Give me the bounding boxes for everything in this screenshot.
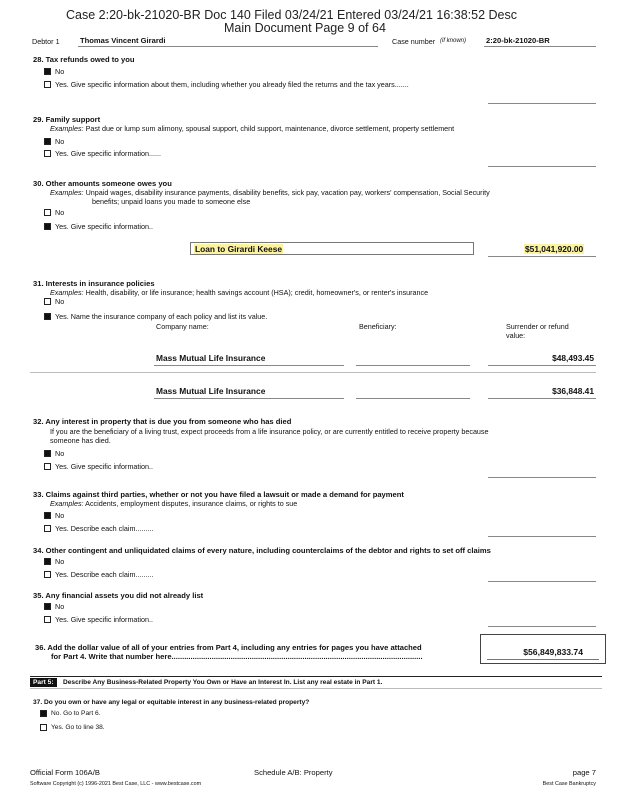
q33-no-label: No [55,511,65,520]
q30-yes-checkbox[interactable] [44,223,51,230]
q37-no-label: No. Go to Part 6. [51,710,101,717]
q33-examples-label: Examples: [50,499,84,508]
q30-examples-label: Examples: [50,188,84,197]
q34-value-line [488,581,596,582]
q28-title: 28. Tax refunds owed to you [33,55,135,64]
q30-examples [50,188,490,197]
q33-yes-checkbox[interactable] [44,525,51,532]
q30-no-label: No [55,208,65,217]
q30-value-line [488,256,596,257]
q31-policy-1-company: Mass Mutual Life Insurance [156,353,266,363]
debtor-name: Thomas Vincent Girardi [80,36,166,45]
q33-value-line [488,536,596,537]
q31-title: 31. Interests in insurance policies [33,279,155,288]
q32-no-label: No [55,449,65,458]
q35-title: 35. Any financial assets you did not already list [33,591,204,600]
q29-examples-text: Past due or lump sum alimony, spousal support, child support, maintenance, divorce settlement, property settlement [85,124,455,133]
part5-title: Describe Any Business-Related Property You Own or Have an Interest In. List any real estate in Part 1. [63,679,383,686]
q31-col-surrender: Surrender or refund [506,322,569,331]
q34-yes-label: Yes. Describe each claim......... [55,570,154,579]
q29-yes-checkbox[interactable] [44,150,51,157]
court-header-line1: Case 2:20-bk-21020-BR Doc 140 Filed 03/24/21 Entered 03/24/21 16:38:52 Desc [66,8,517,22]
q30-examples-line2: benefits; unpaid loans you made to someone else [92,197,251,206]
q37-no-checkbox[interactable] [40,710,47,717]
q31-col-surrender-2: value: [506,331,526,340]
q28-yes-checkbox[interactable] [44,81,51,88]
case-number-label: Case number [392,37,436,46]
q35-no-label: No [55,602,65,611]
q30-value: $51,041,920.00 [525,244,584,254]
q35-yes-checkbox[interactable] [44,616,51,623]
q31-policy-1-company-line [154,365,344,366]
q30-yes-label: Yes. Give specific information.. [55,222,154,231]
part5-bar [30,676,602,689]
footer-copyright: Software Copyright (c) 1996-2021 Best Case, LLC - www.bestcase.com [30,781,202,787]
q32-yes-label: Yes. Give specific information.. [55,462,154,471]
q32-desc-2: someone has died. [50,436,111,445]
q32-title: 32. Any interest in property that is due you from someone who has died [33,417,292,426]
q31-policy-1-value: $48,493.45 [552,353,594,363]
footer-schedule: Schedule A/B: Property [254,768,333,777]
q31-no-checkbox[interactable] [44,298,51,305]
court-header-line2: Main Document Page 9 of 64 [224,21,386,35]
q29-value-line [488,166,596,167]
footer-brand: Best Case Bankruptcy [542,781,596,787]
q28-no-checkbox[interactable] [44,68,51,75]
q29-no-label: No [55,137,65,146]
q34-no-checkbox[interactable] [44,558,51,565]
q35-yes-label: Yes. Give specific information.. [55,615,154,624]
q31-policy-1-value-line [488,365,596,366]
footer-form: Official Form 106A/B [30,768,100,777]
q32-yes-checkbox[interactable] [44,463,51,470]
q33-examples-text: Accidents, employment disputes, insurance claims, or rights to sue [85,499,298,508]
q33-title: 33. Claims against third parties, whether or not you have filed a lawsuit or made a demand for payment [33,490,404,499]
q36-total-line [487,659,599,660]
q31-yes-label: Yes. Name the insurance company of each policy and list its value. [55,312,268,321]
q31-examples [50,288,428,297]
q31-policy-2-company-line [154,398,344,399]
q31-policy-2-value-line [488,398,596,399]
q35-no-checkbox[interactable] [44,603,51,610]
q37-title: 37. Do you own or have any legal or equitable interest in any business-related property? [33,699,310,706]
footer-page: page 7 [572,768,596,777]
q33-no-checkbox[interactable] [44,512,51,519]
q36-text-2: for Part 4. Write that number here....................................................................................................................... [51,652,423,661]
q29-no-checkbox[interactable] [44,138,51,145]
q33-yes-label: Yes. Describe each claim......... [55,524,154,533]
q31-policy-2-value: $36,848.41 [552,386,594,396]
q31-policy-2-beneficiary-line [356,398,470,399]
q37-yes-checkbox[interactable] [40,724,47,731]
q28-value-line [488,103,596,104]
q31-col-company: Company name: [156,322,209,331]
q32-no-checkbox[interactable] [44,450,51,457]
q32-value-line [488,477,596,478]
q34-yes-checkbox[interactable] [44,571,51,578]
q29-yes-label: Yes. Give specific information...... [55,149,161,158]
q36-total: $56,849,833.74 [523,647,583,657]
q36-text: 36. Add the dollar value of all of your entries from Part 4, including any entries for pages you have attached [35,643,422,652]
q31-col-beneficiary: Beneficiary: [359,322,397,331]
q30-item: Loan to Girardi Keese [195,244,283,254]
case-number-hint: (if known) [440,38,467,44]
q29-examples [50,124,454,133]
q31-no-label: No [55,297,65,306]
q35-value-line [488,626,596,627]
q28-no-label: No [55,67,65,76]
case-number: 2:20-bk-21020-BR [486,36,550,45]
q31-examples-text: Health, disability, or life insurance; health savings account (HSA); credit, homeowner's, or renter's insurance [85,288,429,297]
q34-title: 34. Other contingent and unliquidated claims of every nature, including counterclaims of the debtor and rights to set off claims [33,546,491,555]
q36-total-box [480,634,606,664]
q30-no-checkbox[interactable] [44,209,51,216]
q31-policy-1-beneficiary-line [356,365,470,366]
q31-policy-2-company: Mass Mutual Life Insurance [156,386,266,396]
debtor-label: Debtor 1 [32,37,60,46]
q34-no-label: No [55,557,65,566]
q32-desc: If you are the beneficiary of a living trust, expect proceeds from a life insurance policy, or are currently entitled to receive property because [50,427,489,436]
q30-examples-text: Unpaid wages, disability insurance payments, disability benefits, sick pay, vacation pay, workers' compensation, Social Security [85,188,490,197]
q30-title: 30. Other amounts someone owes you [33,179,172,188]
q29-title: 29. Family support [33,115,101,124]
q29-examples-label: Examples: [50,124,84,133]
case-underline [484,46,596,47]
q37-yes-label: Yes. Go to line 38. [51,724,105,731]
q28-yes-label: Yes. Give specific information about them, including whether you already filed the returns and the tax years....... [55,80,409,89]
q31-yes-checkbox[interactable] [44,313,51,320]
q33-examples [50,499,297,508]
debtor-underline [78,46,378,47]
q31-examples-label: Examples: [50,288,84,297]
q31-separator [30,372,596,373]
part5-tag: Part 5: [30,678,57,687]
q30-item-box [190,242,474,255]
